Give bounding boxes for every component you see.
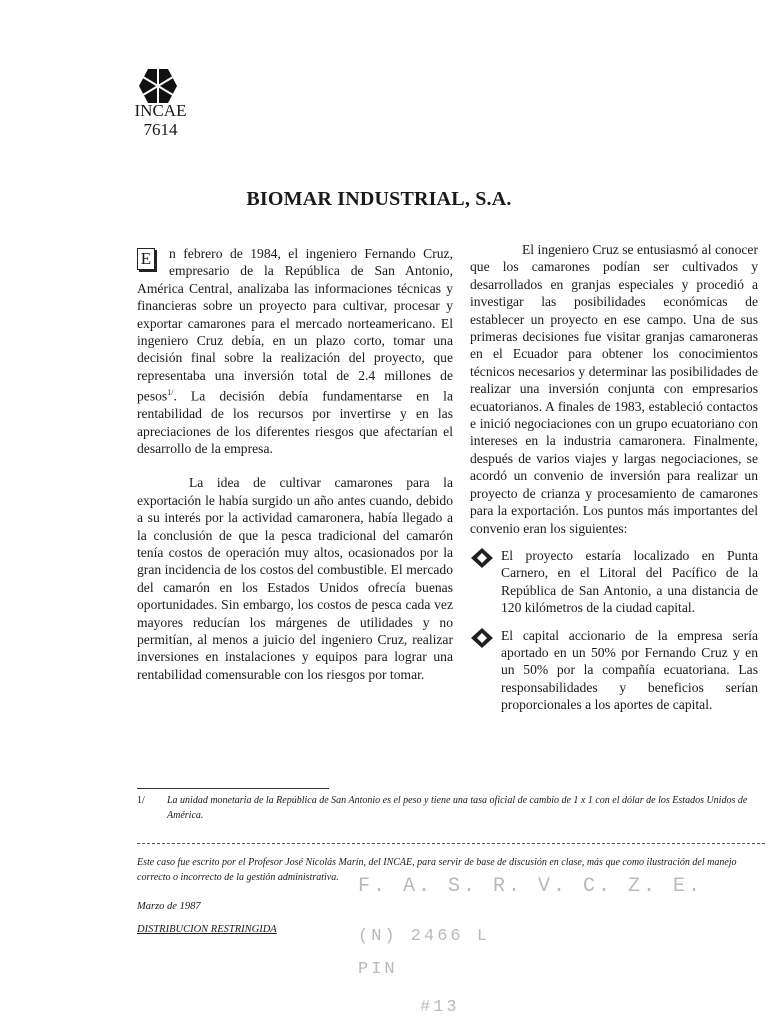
bullet-item	[470, 547, 758, 617]
incae-logo-icon	[138, 68, 178, 104]
case-number: 7614	[143, 120, 178, 139]
drop-cap: E	[137, 248, 155, 270]
diamond-bullet-icon	[470, 547, 494, 569]
footnote	[137, 793, 765, 823]
bullet-text: El capital accionario de la empresa sería aportado en un 50% por Fernando Cruz y en un 50% por la compañía ecuatoriana. Las responsabilidades y beneficios serían proporcionales a los aportes de capital.	[501, 627, 758, 713]
document-date: Marzo de 1987	[137, 901, 201, 912]
footnote-marker: 1/	[137, 795, 145, 806]
left-column	[137, 245, 453, 683]
distribution-notice: DISTRIBUCION RESTRINGIDA	[137, 924, 277, 935]
stamp-text: F. A. S. R. V. C. Z. E.	[358, 875, 704, 898]
right-column	[470, 241, 758, 714]
stamp-text: PIN	[358, 960, 398, 979]
org-name: INCAE	[134, 101, 187, 120]
paragraph-investigation: El ingeniero Cruz se entusiasmó al conocer que los camarones podían ser cultivados y desarrollados en granjas especiales y procedió a investigar las posibilidades económicas de establecer un proyecto en ese campo. Una de sus primeras decisiones fue visitar granjas camaroneras en el Ecuador para obtener los conocimientos técnicos necesarios y determinar las posibilidades de realizar una inversión conjunta con empresarios ecuatorianos. A finales de 1983, estableció contactos e inició negociaciones con un grupo ecuatoriano con intereses en la industria camaronera. Finalmente, después de varios viajes y largas negociaciones, se acordó un convenio de inversión para realizar un proyecto de crianza y procesamiento de camarones para la exportación. Los puntos más importantes del convenio eran los siguientes:	[470, 242, 758, 536]
bullet-item	[470, 627, 758, 714]
intro-text-end: . La decisión debía fundamentarse en la rentabilidad de los recursos por invertirse y en las apreciaciones de los diferentes riesgos que afectarían el desarrollo de la empresa.	[137, 388, 453, 456]
paragraph-intro	[137, 245, 453, 457]
footnote-ref: 1/	[167, 388, 174, 398]
diamond-bullet-icon	[470, 627, 494, 649]
note-divider	[137, 843, 765, 844]
intro-text: n febrero de 1984, el ingeniero Fernando Cruz, empresario de la República de San Antonio, América Central, analizaba las informaciones técnicas y financieras sobre un proyecto para cultivar, procesar y exportar camarones para el mercado norteamericano. El ingeniero Cruz debía, en un plazo corto, tomar una decisión final sobre la realización del proyecto, que representaba una inversión total de 2.4 millones de pesos	[137, 246, 453, 404]
authorship-note: Este caso fue escrito por el Profesor José Nicolás Marín, del INCAE, para servir de base de discusión en clase, más que como ilustración del manejo correcto o incorrecto de la gestión administrativa.	[137, 857, 737, 883]
stamp-text: #13	[420, 998, 460, 1017]
page-title: BIOMAR INDUSTRIAL, S.A.	[246, 188, 512, 210]
footnote-text: La unidad monetaria de la República de San Antonio es el peso y tiene una tasa oficial de cambio de 1 x 1 con el dólar de los Estados Unidos de América.	[167, 795, 748, 821]
stamp-text: (N) 2466 L	[358, 927, 491, 946]
paragraph-idea: La idea de cultivar camarones para la exportación le había surgido un año antes cuando, debido a su interés por la actividad camaronera, había llegado a la conclusión de que la pesca tradicional del camarón tenía costos de operación muy altos, ocasionados por la gran incidencia de los costos del combustible. El mercado del camarón en los Estados Unidos ofrecía buenas oportunidades. Sin embargo, los costos de pesca cada vez mayores reducían los márgenes de utilidades y no permitían, al menos a juicio del ingeniero Cruz, realizar inversiones en instalaciones y equipos para lograr una rentabilidad comensurable con los riesgos por tomar.	[137, 475, 453, 682]
org-block	[128, 101, 193, 139]
bullet-text: El proyecto estaría localizado en Punta Carnero, en el Litoral del Pacífico de la República de San Antonio, a una distancia de 120 kilómetros de la ciudad capital.	[501, 547, 758, 616]
footnote-divider	[137, 788, 329, 789]
